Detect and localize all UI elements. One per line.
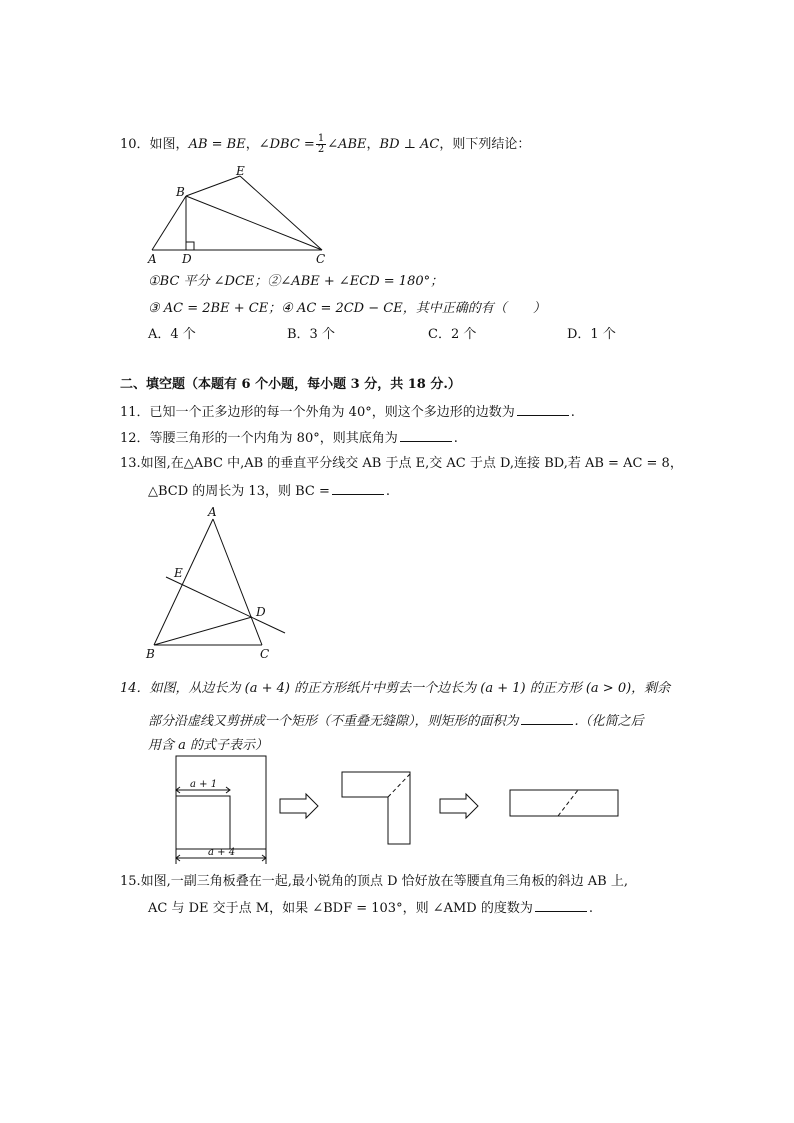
q13-label-D: D [256, 605, 266, 619]
q13-line-2: △BCD 的周长为 13，则 BC = . [148, 484, 391, 499]
q14-figure [170, 752, 630, 872]
q14-line-1: 14．如图，从边长为 (a + 4) 的正方形纸片中剪去一个边长为 (a + 1) 的正方形 (a > 0)，剩余 [120, 681, 671, 696]
q15-line-1: 15.如图,一副三角板叠在一起,最小锐角的顶点 D 恰好放在等腰直角三角板的斜边 AB 上, [120, 874, 628, 889]
q13-figure [140, 505, 300, 665]
q14-outer-label: a + 4 [208, 847, 236, 858]
q10-label-A: A [148, 252, 157, 266]
q10-option-d: D．1 个 [567, 327, 616, 342]
q13-label-C: C [260, 647, 270, 661]
answer-blank-12[interactable] [400, 429, 452, 442]
q10-label-B: B [176, 185, 185, 199]
q10-option-b: B．3 个 [287, 327, 335, 342]
q10-label-E: E [236, 164, 245, 178]
q10-label-D: D [182, 252, 192, 266]
answer-blank-14[interactable] [521, 712, 573, 725]
q13-label-B: B [146, 647, 155, 661]
q12: 12．等腰三角形的一个内角为 80°，则其底角为 . [120, 431, 458, 446]
q14-line-3: 用含 a 的式子表示） [148, 738, 269, 753]
q14-inner-label: a + 1 [190, 779, 218, 790]
q10-label-C: C [316, 252, 326, 266]
q11: 11．已知一个正多边形的每一个外角为 40°，则这个多边形的边数为 . [120, 405, 575, 420]
q10-option-c: C．2 个 [428, 327, 477, 342]
q10-statement-2: ③ AC = 2BE + CE；④ AC = 2CD − CE，其中正确的有（ ） [148, 301, 546, 316]
answer-blank-15[interactable] [535, 899, 587, 912]
q10-figure [140, 160, 340, 270]
answer-blank-11[interactable] [517, 403, 569, 416]
q13-label-A: A [208, 505, 217, 519]
section-2-title: 二、填空题（本题有 6 个小题，每小题 3 分，共 18 分.） [120, 377, 461, 392]
fraction-half: $\frac{1}{2}$ [317, 133, 325, 155]
q14-line-2: 部分沿虚线又剪拼成一个矩形（不重叠无缝隙），则矩形的面积为 .（化简之后 [148, 714, 644, 729]
q13-label-E: E [174, 566, 183, 580]
q15-line-2: AC 与 DE 交于点 M，如果 ∠BDF = 103°，则 ∠AMD 的度数为 . [148, 901, 593, 916]
q13-line-1: 13.如图,在△ABC 中,AB 的垂直平分线交 AB 于点 E,交 AC 于点 D,连接 BD,若 AB = AC = 8， [120, 456, 683, 471]
q10-statement-1: ①BC 平分 ∠DCE；②∠ABE + ∠ECD = 180°； [148, 274, 444, 289]
q10-option-a: A．4 个 [148, 327, 196, 342]
answer-blank-13[interactable] [332, 482, 384, 495]
q10-stem: 10．如图，AB = BE，∠DBC = $\frac{1}{2}$ ∠ABE，BD ⊥ AC，则下列结论： [120, 133, 531, 155]
